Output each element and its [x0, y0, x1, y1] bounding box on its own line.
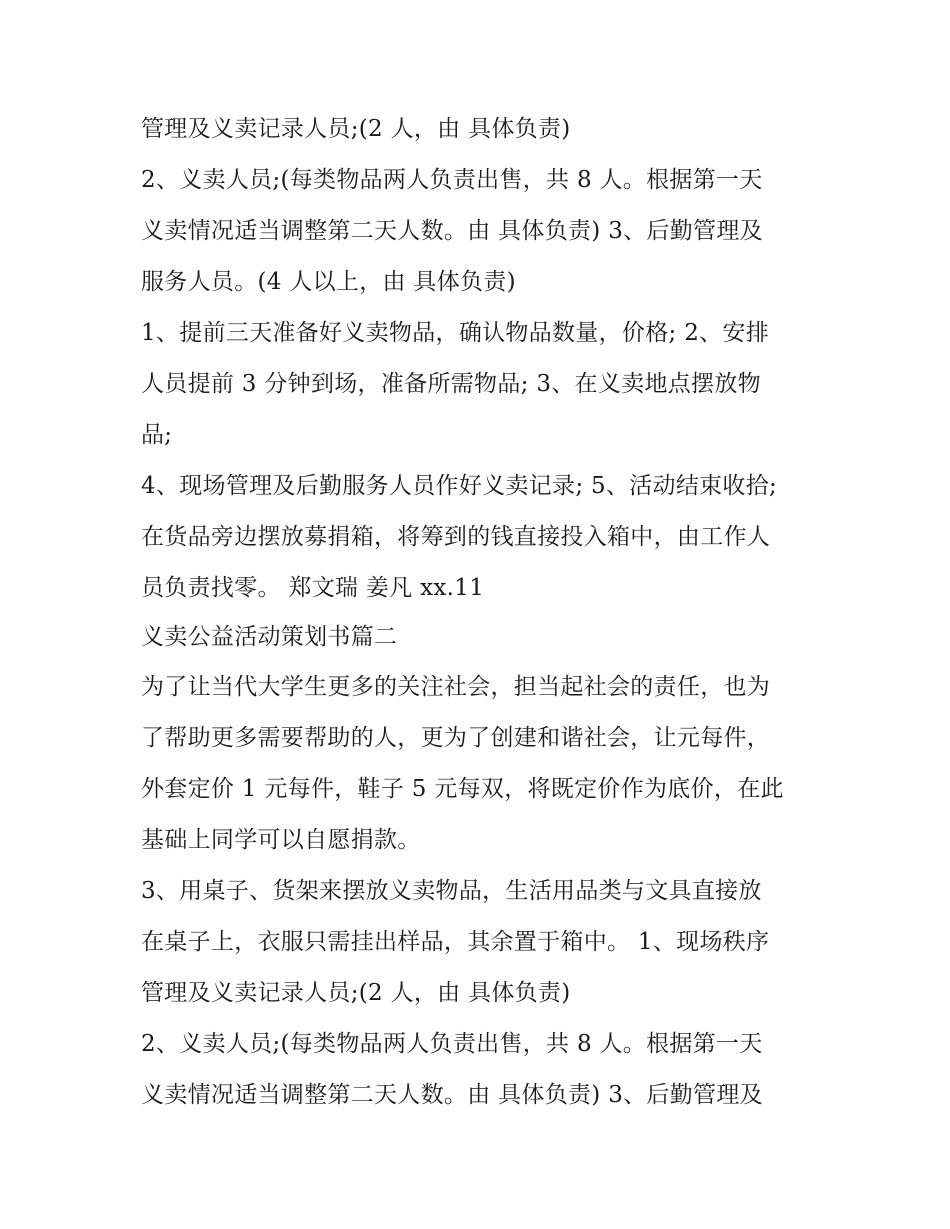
text-line: 员负责找零。 郑文瑞 姜凡 xx.11: [141, 575, 485, 601]
text-line: 在货品旁边摆放募捐箱，将筹到的钱直接投入箱中，由工作人: [141, 524, 771, 550]
text-line: 品;: [141, 422, 173, 448]
text-line: 人员提前 3 分钟到场，准备所需物品; 3、在义卖地点摆放物: [141, 371, 761, 397]
text-line: 3、用桌子、货架来摆放义卖物品，生活用品类与文具直接放: [141, 878, 762, 904]
text-line: 服务人员。(4 人以上，由 具体负责): [141, 269, 516, 295]
text-line: 了帮助更多需要帮助的人，更为了创建和谐社会，让元每件，: [141, 725, 771, 751]
text-line: 2、义卖人员;(每类物品两人负责出售，共 8 人。根据第一天: [141, 1031, 763, 1057]
text-line: 义卖情况适当调整第二天人数。由 具体负责) 3、后勤管理及: [141, 1082, 763, 1108]
text-line: 4、现场管理及后勤服务人员作好义卖记录; 5、活动结束收拾;: [141, 473, 778, 499]
text-line: 基础上同学可以自愿捐款。: [141, 827, 421, 853]
text-line: 2、义卖人员;(每类物品两人负责出售，共 8 人。根据第一天: [141, 167, 763, 193]
text-line: 在桌子上，衣服只需挂出样品，其余置于箱中。 1、现场秩序: [141, 929, 770, 955]
text-line: 义卖情况适当调整第二天人数。由 具体负责) 3、后勤管理及: [141, 218, 763, 244]
text-line: 外套定价 1 元每件，鞋子 5 元每双，将既定价作为底价，在此: [141, 776, 784, 802]
section-heading: 义卖公益活动策划书篇二: [141, 624, 398, 650]
text-line: 管理及义卖记录人员;(2 人，由 具体负责): [141, 116, 571, 142]
text-line: 1、提前三天准备好义卖物品，确认物品数量，价格; 2、安排: [141, 320, 770, 346]
text-line: 为了让当代大学生更多的关注社会，担当起社会的责任，也为: [141, 674, 771, 700]
text-line: 管理及义卖记录人员;(2 人，由 具体负责): [141, 980, 571, 1006]
